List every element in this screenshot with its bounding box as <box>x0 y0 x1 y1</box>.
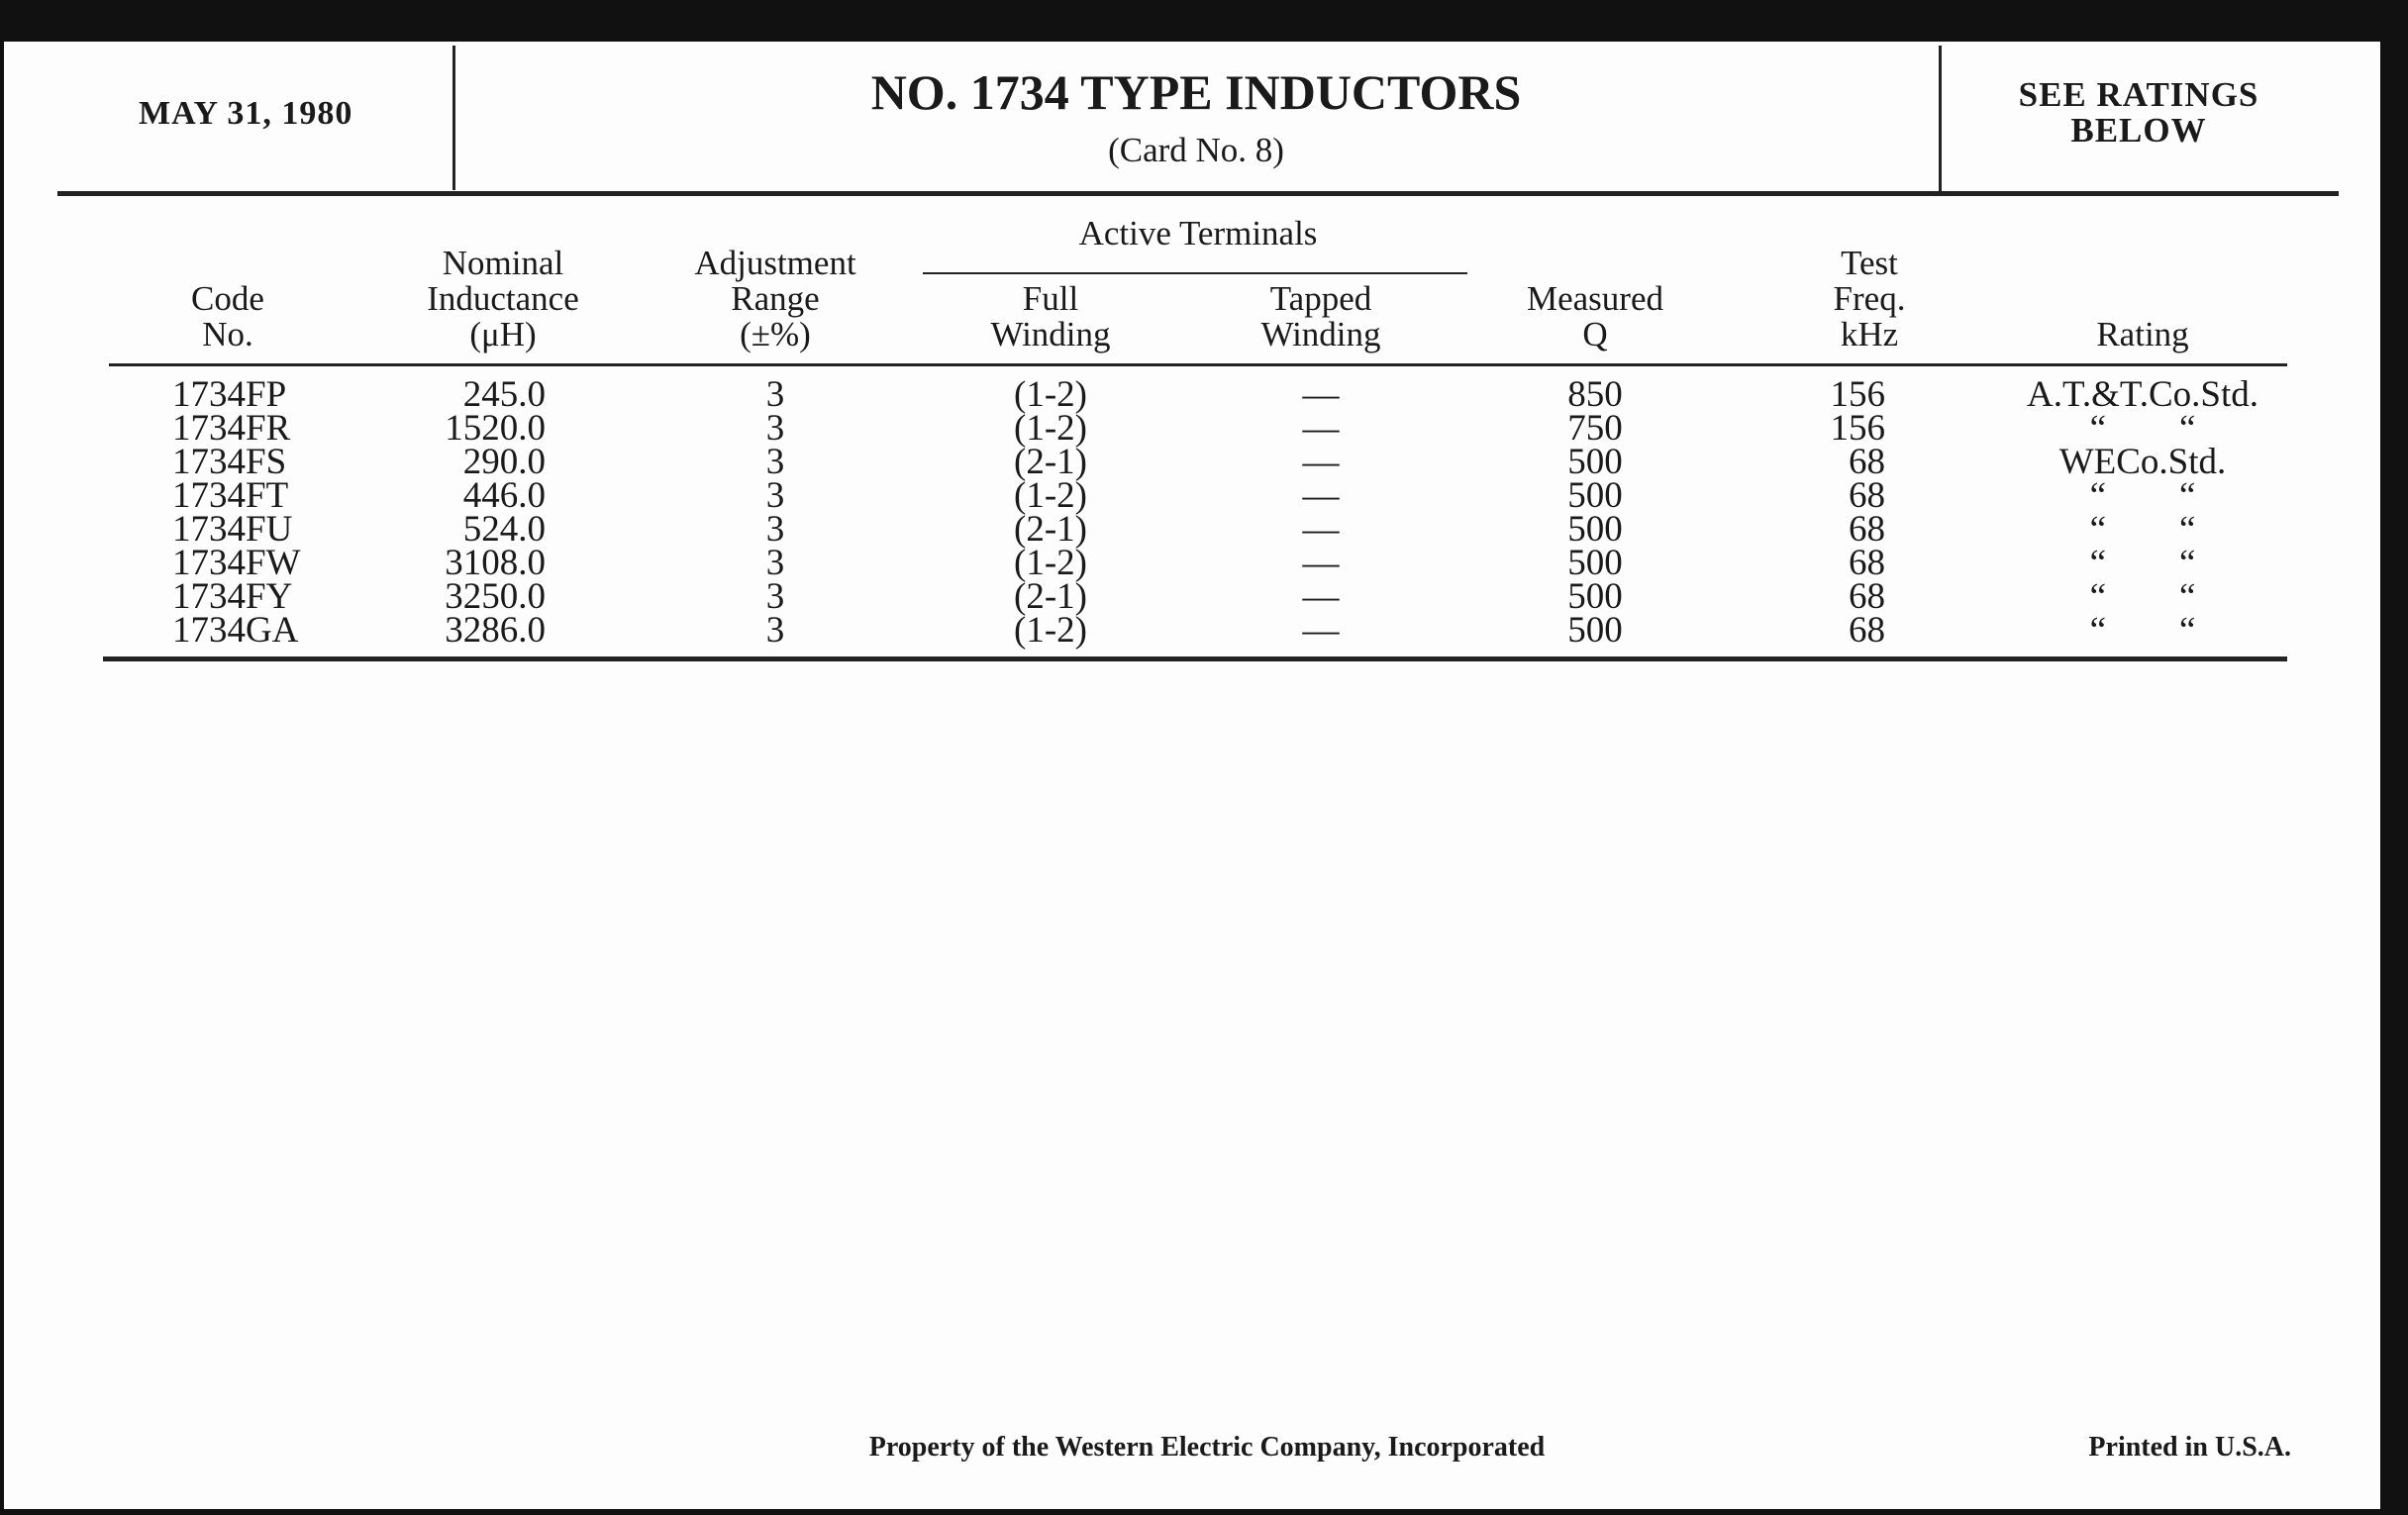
column-header-line: Winding <box>990 315 1111 354</box>
cell-test-freq: 68 <box>1849 543 1885 583</box>
cell-nominal-inductance: 3286.0 <box>445 610 546 651</box>
cell-adjustment-range: 3 <box>765 374 785 415</box>
cell-code: 1734FS <box>172 442 287 482</box>
cell-full-winding: (1-2) <box>1014 610 1087 651</box>
column-header-rating <box>2096 317 2188 353</box>
cell-rating: “ “ <box>2089 543 2196 583</box>
cell-test-freq: 68 <box>1849 442 1885 482</box>
cell-measured-q: 500 <box>1567 475 1623 516</box>
ratings-note-line2: BELOW <box>2070 111 2207 150</box>
column-header-line: (μH) <box>469 315 537 354</box>
cell-adjustment-range: 3 <box>765 610 785 651</box>
inductor-card <box>4 42 2380 1509</box>
cell-full-winding: (1-2) <box>1014 543 1087 583</box>
column-header-line: Rating <box>2096 315 2189 354</box>
column-header-line: Range <box>731 279 820 318</box>
cell-nominal-inductance: 245.0 <box>462 374 546 415</box>
ratings-note-line1: SEE RATINGS <box>2018 75 2259 114</box>
cell-measured-q: 750 <box>1567 408 1623 449</box>
cell-tapped-winding: — <box>1302 374 1340 415</box>
column-header-code <box>191 281 264 353</box>
cell-rating: “ “ <box>2089 475 2196 516</box>
cell-measured-q: 500 <box>1567 543 1623 583</box>
cell-full-winding: (2-1) <box>1014 442 1087 482</box>
cell-measured-q: 500 <box>1567 509 1623 550</box>
cell-code: 1734GA <box>172 610 299 651</box>
cell-adjustment-range: 3 <box>765 442 785 482</box>
card-title: NO. 1734 TYPE INDUCTORS <box>870 64 1522 120</box>
cell-nominal-inductance: 3108.0 <box>445 543 546 583</box>
group-header-rule <box>923 272 1467 274</box>
cell-rating: “ “ <box>2089 576 2196 617</box>
cell-test-freq: 68 <box>1849 576 1885 617</box>
cell-adjustment-range: 3 <box>765 543 785 583</box>
column-header-adjustment-range <box>694 246 855 353</box>
cell-measured-q: 500 <box>1567 610 1623 651</box>
column-header-line: Freq. <box>1833 279 1906 318</box>
cell-full-winding: (1-2) <box>1014 408 1087 449</box>
cell-full-winding: (2-1) <box>1014 509 1087 550</box>
header-rule <box>57 191 2339 196</box>
table-bottom-rule <box>103 656 2287 661</box>
cell-code: 1734FY <box>172 576 293 617</box>
cell-test-freq: 68 <box>1849 475 1885 516</box>
cell-adjustment-range: 3 <box>765 475 785 516</box>
cell-rating: “ “ <box>2089 509 2196 550</box>
cell-code: 1734FU <box>172 509 293 550</box>
cell-adjustment-range: 3 <box>765 408 785 449</box>
cell-tapped-winding: — <box>1302 610 1340 651</box>
cell-nominal-inductance: 290.0 <box>462 442 546 482</box>
cell-test-freq: 156 <box>1830 374 1885 415</box>
column-header-line: Nominal <box>442 244 564 282</box>
cell-code: 1734FW <box>172 543 301 583</box>
header-divider-right <box>1939 46 1942 194</box>
cell-nominal-inductance: 524.0 <box>462 509 546 550</box>
column-header-test-freq <box>1834 246 1906 353</box>
cell-code: 1734FP <box>172 374 287 415</box>
group-header-active-terminals: Active Terminals <box>1078 214 1318 252</box>
cell-measured-q: 500 <box>1567 576 1623 617</box>
header-divider-left <box>452 46 455 190</box>
cell-tapped-winding: — <box>1302 543 1340 583</box>
cell-nominal-inductance: 1520.0 <box>445 408 546 449</box>
column-header-line: Winding <box>1260 315 1381 354</box>
card-date: MAY 31, 1980 <box>139 95 353 132</box>
column-header-line: Measured <box>1526 279 1664 318</box>
cell-code: 1734FR <box>172 408 291 449</box>
cell-rating: “ “ <box>2089 610 2196 651</box>
cell-tapped-winding: — <box>1302 509 1340 550</box>
cell-rating: “ “ <box>2089 408 2196 449</box>
cell-measured-q: 500 <box>1567 442 1623 482</box>
column-header-line: (±%) <box>740 315 811 354</box>
column-header-rule <box>109 363 2287 366</box>
column-header-tapped-winding <box>1260 281 1380 353</box>
cell-test-freq: 68 <box>1849 509 1885 550</box>
card-subtitle: (Card No. 8) <box>1108 131 1284 169</box>
cell-code: 1734FT <box>172 475 289 516</box>
column-header-line: Tapped <box>1269 279 1372 318</box>
footer-property: Property of the Western Electric Company, Incorporated <box>868 1432 1546 1463</box>
cell-tapped-winding: — <box>1302 408 1340 449</box>
cell-full-winding: (1-2) <box>1014 475 1087 516</box>
ratings-note <box>2019 77 2259 149</box>
column-header-line: Full <box>1022 279 1079 318</box>
column-header-line: kHz <box>1840 315 1899 354</box>
cell-measured-q: 850 <box>1567 374 1623 415</box>
cell-tapped-winding: — <box>1302 576 1340 617</box>
cell-adjustment-range: 3 <box>765 576 785 617</box>
column-header-line: Test <box>1841 244 1898 282</box>
cell-test-freq: 156 <box>1830 408 1885 449</box>
column-header-line: Code <box>191 279 264 318</box>
cell-nominal-inductance: 446.0 <box>462 475 546 516</box>
column-header-line: Inductance <box>427 279 579 318</box>
footer-printed: Printed in U.S.A. <box>2088 1432 2291 1463</box>
column-header-measured-q <box>1527 281 1663 353</box>
column-header-line: No. <box>202 315 253 354</box>
cell-tapped-winding: — <box>1302 475 1340 516</box>
cell-nominal-inductance: 3250.0 <box>445 576 546 617</box>
cell-rating: A.T.&T.Co.Std. <box>2027 374 2258 415</box>
column-header-line: Q <box>1582 315 1608 354</box>
column-header-full-winding <box>990 281 1110 353</box>
cell-test-freq: 68 <box>1849 610 1885 651</box>
cell-full-winding: (1-2) <box>1014 374 1087 415</box>
cell-tapped-winding: — <box>1302 442 1340 482</box>
cell-rating: WECo.Std. <box>2058 442 2227 482</box>
column-header-nominal-inductance <box>427 246 579 353</box>
cell-full-winding: (2-1) <box>1014 576 1087 617</box>
column-header-line: Adjustment <box>694 244 856 282</box>
cell-adjustment-range: 3 <box>765 509 785 550</box>
